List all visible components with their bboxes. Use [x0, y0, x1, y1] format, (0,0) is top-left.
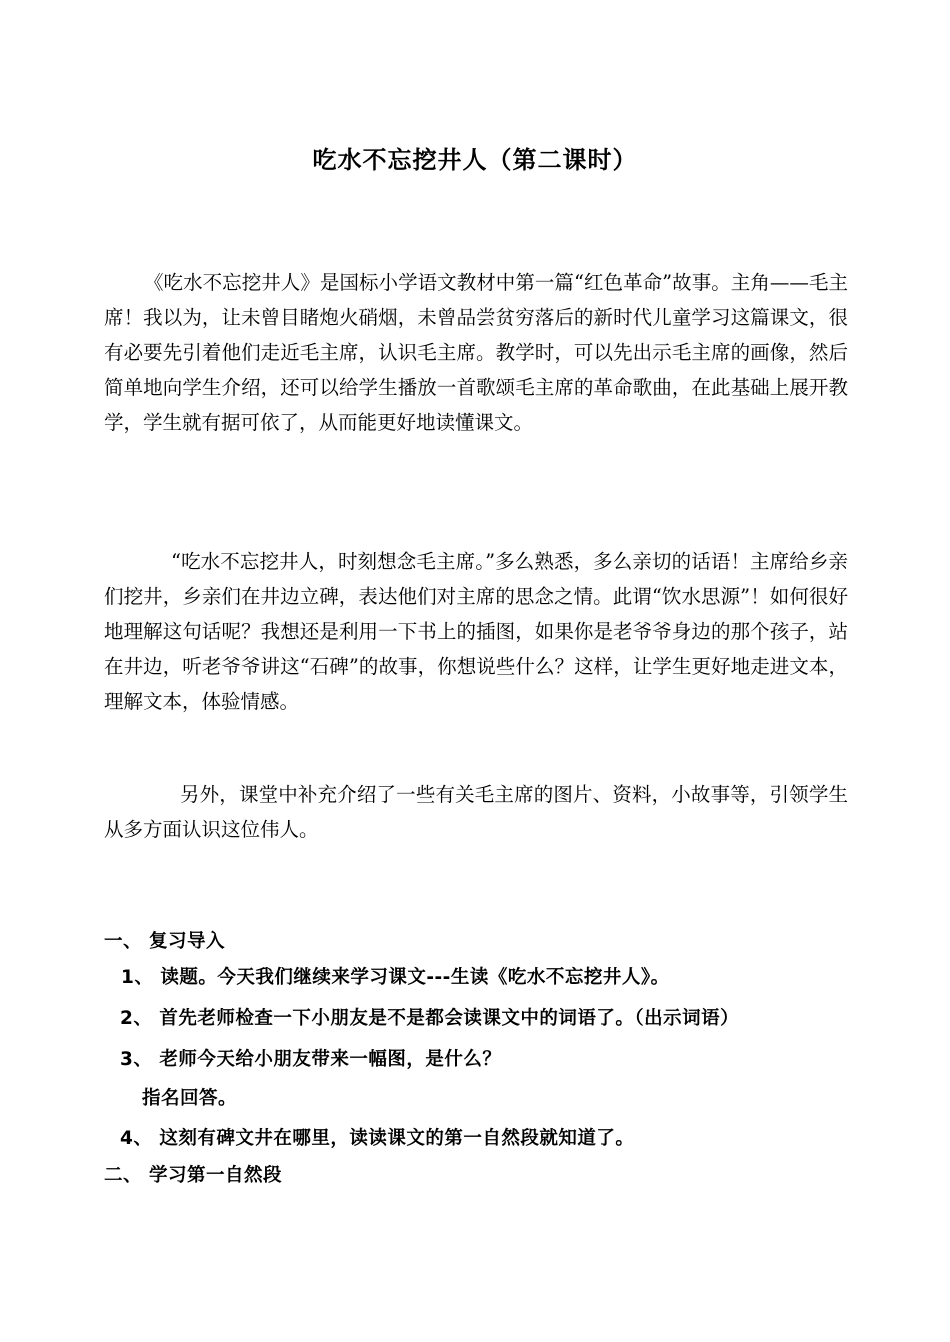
outline-item-4: 4、 这刻有碑文井在哪里，读读课文的第一自然段就知道了。	[120, 1128, 635, 1149]
outline-item-3-answer: 指名回答。	[142, 1088, 238, 1109]
section-heading-review: 一、 复习导入	[104, 931, 225, 952]
outline-item-3: 3、 老师今天给小朋友带来一幅图，是什么？	[120, 1049, 502, 1070]
intro-paragraph-1: 《吃水不忘挖井人》是国标小学语文教材中第一篇“红色革命”故事。主角——毛主席！我以为，让未曾目睹炮火硝烟，未曾品尝贫穷落后的新时代儿童学习这篇课文，很有必要先引着他们走近毛主席，认识毛主席。教学时，可以先出示毛主席的画像，然后简单地向学生介绍，还可以给学生播放一首歌颂毛主席的革命歌曲，在此基础上展开教学，学生就有据可依了，从而能更好地读懂课文。	[104, 271, 848, 434]
outline-item-1: 1、 读题。今天我们继续来学习课文---生读《吃水不忘挖井人》。	[121, 967, 670, 988]
intro-paragraph-3: 另外，课堂中补充介绍了一些有关毛主席的图片、资料，小故事等，引领学生从多方面认识这位伟人。	[104, 783, 848, 841]
intro-paragraph-2: “吃水不忘挖井人，时刻想念毛主席。”多么熟悉，多么亲切的话语！主席给乡亲们挖井，乡亲们在井边立碑，表达他们对主席的思念之情。此谓“饮水思源”！如何很好地理解这句话呢？我想还是利用一下书上的插图，如果你是老爷爷身边的那个孩子，站在井边，听老爷爷讲这“石碑”的故事，你想说些什么？这样，让学生更好地走进文本，理解文本，体验情感。	[104, 550, 848, 713]
outline-item-2: 2、 首先老师检查一下小朋友是不是都会读课文中的词语了。（出示词语）	[120, 1008, 740, 1029]
document-title: 吃水不忘挖井人（第二课时）	[312, 146, 638, 174]
section-heading-paragraph-one: 二、 学习第一自然段	[104, 1165, 282, 1186]
